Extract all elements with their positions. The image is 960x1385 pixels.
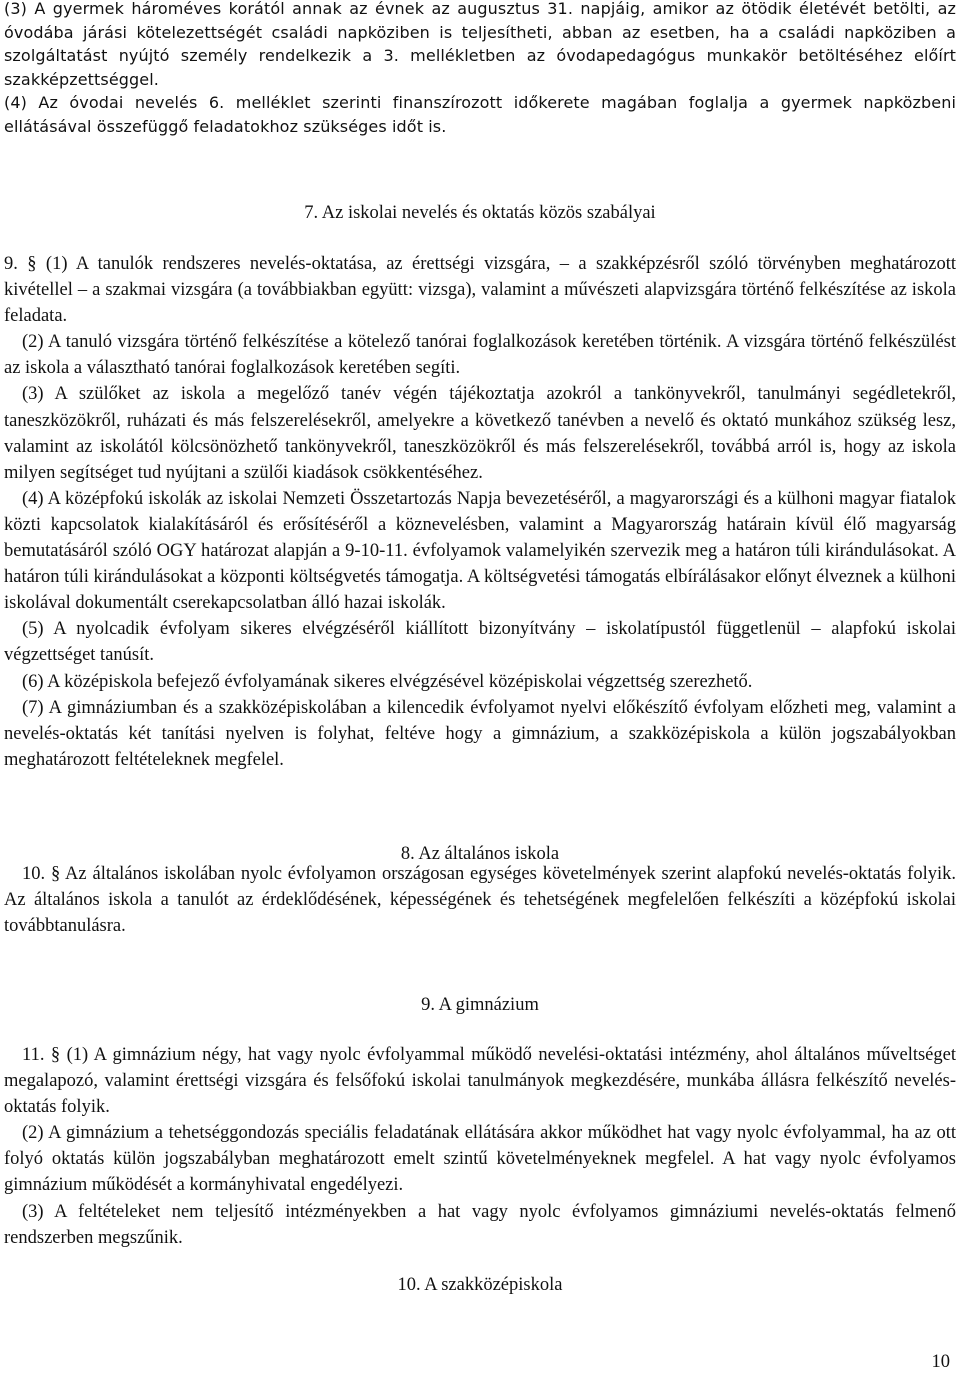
- paragraph-9-4: (4) A középfokú iskolák az iskolai Nemzeti Összetartozás Napja bevezetéséről, a magyarországi és a külhoni magyar fiatalok közti kapcsolatok kialakításáról és erősítéséről a köznevelésben, valamint a Magyarország határain kívül élő magyarság bemutatásáról szóló OGY határozat alapján a 9-10-11. évfolyamok valamelyikén szervezik meg a határon túli kirándulásokat. A határon túli kirándulásokat a központi költségvetés támogatja. A költségvetési támogatás elbírálásakor előnyt élveznek a külhoni iskolával dokumentált cserekapcsolatban álló hazai iskolák.: [4, 488, 956, 614]
- paragraph-9-2: (2) A tanuló vizsgára történő felkészítése a kötelező tanórai foglalkozások keretében történik. A vizsgára történő felkészülést az iskola a választható tanórai foglalkozások keretében segíti.: [4, 332, 956, 379]
- paragraph-kindergarten-4: (4) Az óvodai nevelés 6. melléklet szerinti finanszírozott időkerete magában foglalja a gyermek napközbeni ellátásával összefüggő feladatokhoz szükséges időt is.: [4, 93, 956, 136]
- section-10-heading: 10. A szakközépiskola: [397, 1275, 563, 1295]
- section-7-body: [4, 251, 956, 773]
- paragraph-9-6: (6) A középiskola befejező évfolyamának sikeres elvégzésével középiskolai végzettség szerezhető.: [22, 671, 753, 692]
- paragraph-9-1: 9. § (1) A tanulók rendszeres nevelés-oktatása, az érettségi vizsgára, – a szakképzésről szóló törvényben meghatározott kivétellel – a szakmai vizsgára (a továbbiakban együtt: vizsga), valamint a művészeti alapvizsgára történő felkészítése az iskola feladata.: [4, 254, 956, 327]
- paragraph-11-3: (3) A feltételeket nem teljesítő intézményekben a hat vagy nyolc évfolyamos gimnáziumi nevelés-oktatás felmenő rendszerben megszűnik.: [4, 1201, 956, 1248]
- section-7-heading: 7. Az iskolai nevelés és oktatás közös szabályai: [304, 203, 656, 223]
- section-8-body: [4, 861, 956, 939]
- paragraph-9-7: (7) A gimnáziumban és a szakközépiskolában a kilencedik évfolyamot nyelvi előkészítő évfolyam előzheti meg, valamint a nevelés-oktatás két tanítási nyelven is folyhat, feltéve hogy a gimnázium, a szakközépiskola a külön jogszabályokban meghatározott feltételeknek megfelel.: [4, 697, 956, 770]
- section-8-heading: 8. Az általános iskola: [400, 844, 560, 864]
- page-number: 10: [931, 1352, 950, 1372]
- section-9-heading: 9. A gimnázium: [421, 995, 539, 1015]
- paragraph-kindergarten-3: (3) A gyermek hároméves korától annak az évnek az augusztus 31. napjáig, amikor az ötödik életévét betölti, az óvodába járási kötelezettségét családi napköziben is teljesítheti, abban az esetben, ha a családi napköziben a szolgáltatást nyújtó személy rendelkezik a 3. mellékletben az óvodapedagógus munkakör betöltéséhez előírt szakképzettséggel.: [4, 0, 956, 89]
- paragraph-11-2: (2) A gimnázium a tehetséggondozás speciális feladatának ellátására akkor működhet hat vagy nyolc évfolyammal, ha az ott folyó oktatás külön jogszabályban meghatározott emelt szintű követelményeknek megfelel. A hat vagy nyolc évfolyamos gimnázium működését a kormányhivatal engedélyezi.: [4, 1123, 956, 1196]
- paragraph-9-5: (5) A nyolcadik évfolyam sikeres elvégzéséről kiállított bizonyítvány – iskolatípustól függetlenül – alapfokú iskolai végzettséget tanúsít.: [4, 619, 956, 666]
- section-9-body: [4, 1042, 956, 1251]
- paragraph-11-1: 11. § (1) A gimnázium négy, hat vagy nyolc évfolyammal működő nevelési-oktatási intézmény, ahol általános műveltséget megalapozó, valamint érettségi vizsgára és felsőfokú iskolai tanulmányok megkezdésére, munkába állásra felkészítő nevelés-oktatás folyik.: [4, 1045, 956, 1118]
- kindergarten-section: [4, 0, 956, 138]
- paragraph-10: 10. § Az általános iskolában nyolc évfolyamon országosan egységes követelmények szerint alapfokú nevelés-oktatás folyik. Az általános iskola a tanulót az érdeklődésének, képességének és tehetségének megfelelően felkészíti a középfokú iskolai továbbtanulásra.: [4, 864, 956, 937]
- paragraph-9-3: (3) A szülőket az iskola a megelőző tanév végén tájékoztatja azokról a tankönyvekről, tanulmányi segédletekről, taneszközökről, ruházati és más felszerelésekről, amelyekre a következő tanévben a nevelő és oktató munkához szükség lesz, valamint az iskolától kölcsönözhető tankönyvekről, taneszközökről és más felszerelésekről, továbbá arról is, hogy az iskola milyen segítséget tud nyújtani a szülői kiadások csökkentéséhez.: [4, 384, 956, 483]
